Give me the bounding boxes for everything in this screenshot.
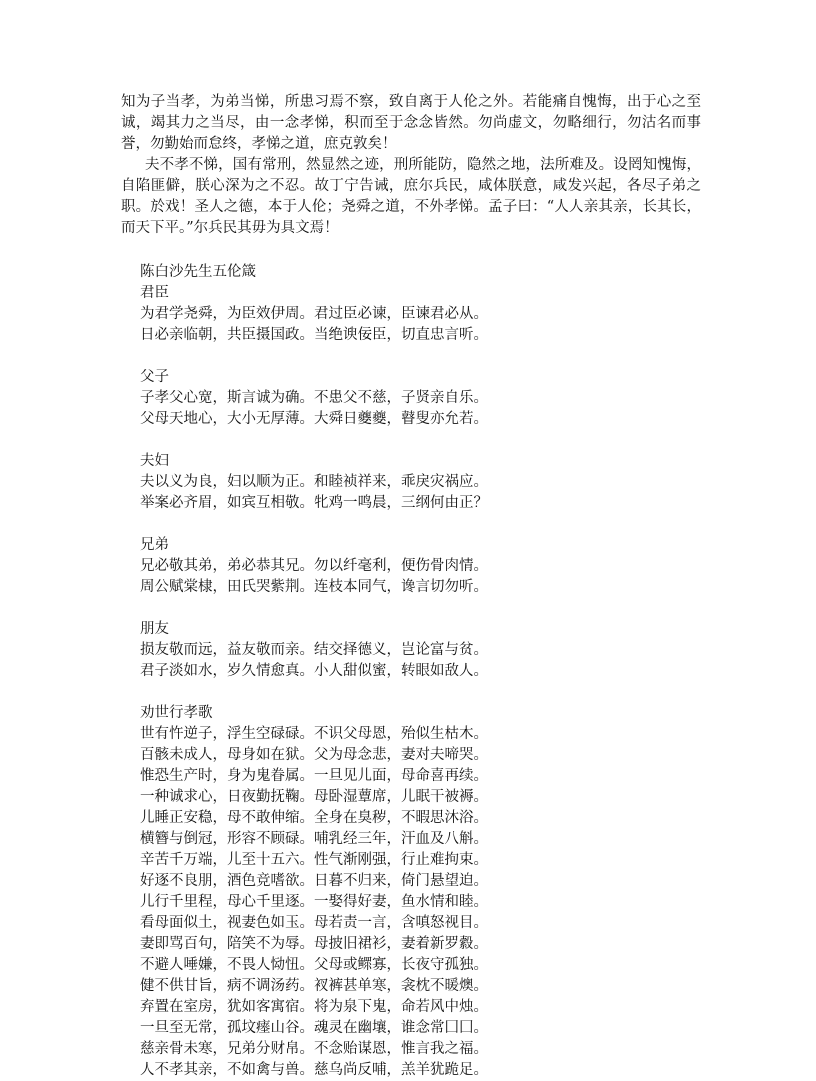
poem-line: 夫以义为良，妇以顺为正。和睦祯祥来，乖戾灾祸应。 bbox=[140, 474, 488, 490]
section-title: 兄弟 bbox=[140, 537, 169, 553]
poem-line: 举案必齐眉，如宾互相敬。牝鸡一鸣晨，三纲何由正？ bbox=[140, 495, 488, 511]
section-title: 父子 bbox=[140, 369, 169, 385]
edict-paragraph-2: 夫不孝不悌，国有常刑，然显然之迹，刑所能防，隐然之地，法所难及。设罔知愧悔，自陷匪僻，朕心深为之不忍。故丁宁告诫，庶尔兵民，咸体朕意，咸发兴起，各尽子弟之职。於戏！圣人之德，本于人伦；尧舜之道，不外孝悌。孟子曰：“人人亲其亲，长其长，而天下平。”尔兵民其毋为具文焉！ bbox=[121, 157, 701, 236]
poem-line: 辛苦千万端，儿至十五六。性气渐刚强，行止难拘束。 bbox=[140, 852, 488, 868]
poem-line: 儿睡正安稳，母不敢伸缩。全身在臭秽，不暇思沐浴。 bbox=[140, 810, 488, 826]
poem-line: 损友敬而远，益友敬而亲。结交择德义，岂论富与贫。 bbox=[140, 642, 488, 658]
section-title: 劝世行孝歌 bbox=[140, 705, 213, 721]
poem-line: 百骸未成人，母身如在狱。父为母念悲，妻对夫啼哭。 bbox=[140, 747, 488, 763]
poem-sections bbox=[140, 283, 701, 1081]
poem-line: 子孝父心宽，斯言诚为确。不患父不慈，子贤亲自乐。 bbox=[140, 390, 488, 406]
poem-section bbox=[140, 367, 701, 430]
document-page bbox=[121, 92, 701, 1081]
poem-collection-title: 陈白沙先生五伦箴 bbox=[140, 264, 256, 280]
poem-line: 为君学尧舜，为臣效伊周。君过臣必谏，臣谏君必从。 bbox=[140, 306, 488, 322]
edict-paragraph-1: 知为子当孝，为弟当悌，所患习焉不察，致自离于人伦之外。若能痛自愧悔，出于心之至诚，竭其力之当尽，由一念孝悌，积而至于念念皆然。勿尚虚文，勿略细行，勿沽名而事誉，勿勤始而怠终，孝悌之道，庶克敦矣！ bbox=[121, 94, 701, 152]
poem-line: 慈亲骨未寒，兄弟分财帛。不念贻谋恩，惟言我之福。 bbox=[140, 1041, 488, 1057]
poem-line: 人不孝其亲，不如禽与兽。慈乌尚反哺，羔羊犹跪足。 bbox=[140, 1062, 488, 1078]
section-title: 君臣 bbox=[140, 285, 169, 301]
poem-section bbox=[140, 451, 701, 514]
poem-line: 兄必敬其弟，弟必恭其兄。勿以纤毫利，便伤骨肉情。 bbox=[140, 558, 488, 574]
poem-line: 健不供甘旨，病不调汤药。衩裤甚单寒，衾枕不暖燠。 bbox=[140, 978, 488, 994]
poem-line: 惟恐生产时，身为鬼眷属。一旦见儿面，母命喜再续。 bbox=[140, 768, 488, 784]
section-title: 夫妇 bbox=[140, 453, 169, 469]
poem-line: 不避人唾嫌，不畏人恸忸。父母或鳏寡，长夜守孤独。 bbox=[140, 957, 488, 973]
poem-section bbox=[140, 619, 701, 682]
poem-section bbox=[140, 703, 701, 1081]
poem-line: 横簪与倒冠，形容不顾碌。哺乳经三年，汗血及八斛。 bbox=[140, 831, 488, 847]
section-title: 朋友 bbox=[140, 621, 169, 637]
poem-line: 君子淡如水，岁久情愈真。小人甜似蜜，转眼如敌人。 bbox=[140, 663, 488, 679]
poem-line: 父母天地心，大小无厚薄。大舜日夔夔，瞽叟亦允若。 bbox=[140, 411, 488, 427]
poem-line: 日必亲临朝，共臣摄国政。当绝谀佞臣，切直忠言听。 bbox=[140, 327, 488, 343]
poem-line: 世有忤逆子，浮生空碌碌。不识父母恩，殆似生枯木。 bbox=[140, 726, 488, 742]
poem-line: 一种诚求心，日夜勤抚鞠。母卧湿蕈席，儿眠干被褥。 bbox=[140, 789, 488, 805]
poem-line: 儿行千里程，母心千里逐。一娶得好妻，鱼水情和睦。 bbox=[140, 894, 488, 910]
poem-line: 看母面似土，视妻色如玉。母若责一言，含嗔怒视目。 bbox=[140, 915, 488, 931]
poem-section bbox=[140, 283, 701, 346]
poem-line: 弃置在室房，犹如客寓宿。将为泉下鬼，命若风中烛。 bbox=[140, 999, 488, 1015]
poem-line: 周公赋棠棣，田氏哭紫荆。连枝本同气，谗言切勿听。 bbox=[140, 579, 488, 595]
poem-section bbox=[140, 535, 701, 598]
poem-line: 好逐不良朋，酒色竞嗜欲。日暮不归来，倚门悬望迫。 bbox=[140, 873, 488, 889]
poem-line: 妻即骂百句，陪笑不为辱。母披旧裙衫，妻着新罗縠。 bbox=[140, 936, 488, 952]
poem-line: 一旦至无常，孤坟瘗山谷。魂灵在幽壤，谁念常囗囗。 bbox=[140, 1020, 488, 1036]
poem-block bbox=[140, 262, 701, 1081]
